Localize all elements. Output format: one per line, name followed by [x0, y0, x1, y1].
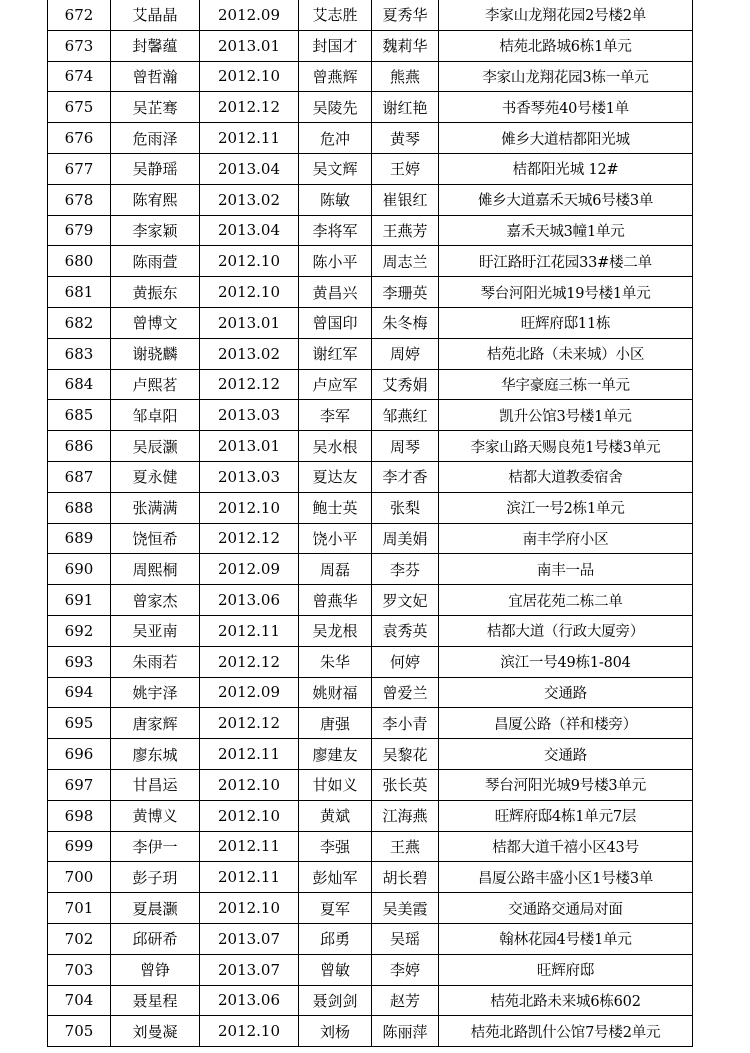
table-row	[48, 923, 693, 954]
father-name-cell: 黄昌兴	[299, 277, 372, 308]
birth-date-cell: 2012.10	[200, 769, 299, 800]
mother-name-cell: 王燕芳	[372, 215, 439, 246]
row-number-cell: 696	[48, 739, 111, 770]
table-row	[48, 61, 693, 92]
row-number-cell: 701	[48, 893, 111, 924]
mother-name-cell: 罗文妃	[372, 585, 439, 616]
mother-name-cell: 吴黎花	[372, 739, 439, 770]
table-row	[48, 461, 693, 492]
birth-date-cell: 2012.12	[200, 646, 299, 677]
address-cell: 琴台河阳光城19号楼1单元	[439, 277, 693, 308]
child-name-cell: 唐家辉	[111, 708, 200, 739]
address-cell: 盱江路盱江花园33#楼二单	[439, 246, 693, 277]
table-row	[48, 153, 693, 184]
address-cell: 桔都大道教委宿舍	[439, 461, 693, 492]
table-row	[48, 523, 693, 554]
mother-name-cell: 夏秀华	[372, 0, 439, 30]
mother-name-cell: 周婷	[372, 338, 439, 369]
mother-name-cell: 何婷	[372, 646, 439, 677]
table-row	[48, 800, 693, 831]
birth-date-cell: 2013.06	[200, 985, 299, 1016]
row-number-cell: 679	[48, 215, 111, 246]
birth-date-cell: 2012.11	[200, 739, 299, 770]
birth-date-cell: 2012.11	[200, 123, 299, 154]
mother-name-cell: 赵芳	[372, 985, 439, 1016]
table-row	[48, 677, 693, 708]
child-name-cell: 陈雨萱	[111, 246, 200, 277]
birth-date-cell: 2012.10	[200, 246, 299, 277]
address-cell: 桔苑北路（未来城）小区	[439, 338, 693, 369]
birth-date-cell: 2013.03	[200, 400, 299, 431]
birth-date-cell: 2013.02	[200, 338, 299, 369]
row-number-cell: 703	[48, 954, 111, 985]
father-name-cell: 吴水根	[299, 431, 372, 462]
address-cell: 旺辉府邸4栋1单元7层	[439, 800, 693, 831]
mother-name-cell: 李才香	[372, 461, 439, 492]
child-name-cell: 曾哲瀚	[111, 61, 200, 92]
father-name-cell: 陈敏	[299, 184, 372, 215]
table-row	[48, 400, 693, 431]
address-cell: 凯升公馆3号楼1单元	[439, 400, 693, 431]
mother-name-cell: 吴瑶	[372, 923, 439, 954]
child-name-cell: 甘昌运	[111, 769, 200, 800]
table-row	[48, 646, 693, 677]
father-name-cell: 姚财福	[299, 677, 372, 708]
father-name-cell: 夏达友	[299, 461, 372, 492]
roster-body	[48, 0, 693, 1047]
mother-name-cell: 张梨	[372, 492, 439, 523]
child-name-cell: 吴芷骞	[111, 92, 200, 123]
table-row	[48, 369, 693, 400]
mother-name-cell: 李芬	[372, 554, 439, 585]
table-row	[48, 862, 693, 893]
row-number-cell: 684	[48, 369, 111, 400]
mother-name-cell: 胡长碧	[372, 862, 439, 893]
father-name-cell: 邱勇	[299, 923, 372, 954]
row-number-cell: 698	[48, 800, 111, 831]
table-row	[48, 277, 693, 308]
mother-name-cell: 艾秀娟	[372, 369, 439, 400]
table-row	[48, 985, 693, 1016]
row-number-cell: 699	[48, 831, 111, 862]
table-row	[48, 769, 693, 800]
father-name-cell: 聂剑剑	[299, 985, 372, 1016]
child-name-cell: 李伊一	[111, 831, 200, 862]
student-roster-table	[47, 0, 693, 1047]
address-cell: 嘉禾天城3幢1单元	[439, 215, 693, 246]
row-number-cell: 681	[48, 277, 111, 308]
row-number-cell: 675	[48, 92, 111, 123]
child-name-cell: 廖东城	[111, 739, 200, 770]
child-name-cell: 邱研希	[111, 923, 200, 954]
child-name-cell: 夏永健	[111, 461, 200, 492]
row-number-cell: 693	[48, 646, 111, 677]
address-cell: 李家山路天赐良苑1号楼3单元	[439, 431, 693, 462]
table-row	[48, 831, 693, 862]
row-number-cell: 702	[48, 923, 111, 954]
birth-date-cell: 2013.06	[200, 585, 299, 616]
father-name-cell: 刘杨	[299, 1016, 372, 1047]
address-cell: 南丰一品	[439, 554, 693, 585]
address-cell: 滨江一号49栋1-804	[439, 646, 693, 677]
child-name-cell: 艾晶晶	[111, 0, 200, 30]
table-row	[48, 492, 693, 523]
birth-date-cell: 2012.10	[200, 800, 299, 831]
mother-name-cell: 黄琴	[372, 123, 439, 154]
address-cell: 琴台河阳光城9号楼3单元	[439, 769, 693, 800]
address-cell: 交通路交通局对面	[439, 893, 693, 924]
row-number-cell: 688	[48, 492, 111, 523]
father-name-cell: 卢应军	[299, 369, 372, 400]
row-number-cell: 682	[48, 307, 111, 338]
birth-date-cell: 2012.10	[200, 1016, 299, 1047]
birth-date-cell: 2013.01	[200, 431, 299, 462]
father-name-cell: 廖建友	[299, 739, 372, 770]
row-number-cell: 697	[48, 769, 111, 800]
mother-name-cell: 陈丽萍	[372, 1016, 439, 1047]
birth-date-cell: 2013.04	[200, 215, 299, 246]
mother-name-cell: 李小青	[372, 708, 439, 739]
birth-date-cell: 2012.12	[200, 708, 299, 739]
father-name-cell: 吴陵先	[299, 92, 372, 123]
mother-name-cell: 朱冬梅	[372, 307, 439, 338]
row-number-cell: 680	[48, 246, 111, 277]
child-name-cell: 聂星程	[111, 985, 200, 1016]
birth-date-cell: 2013.03	[200, 461, 299, 492]
father-name-cell: 鲍士英	[299, 492, 372, 523]
row-number-cell: 690	[48, 554, 111, 585]
father-name-cell: 曾燕华	[299, 585, 372, 616]
father-name-cell: 吴龙根	[299, 615, 372, 646]
father-name-cell: 甘如义	[299, 769, 372, 800]
row-number-cell: 686	[48, 431, 111, 462]
row-number-cell: 695	[48, 708, 111, 739]
father-name-cell: 谢红军	[299, 338, 372, 369]
child-name-cell: 姚宇泽	[111, 677, 200, 708]
mother-name-cell: 崔银红	[372, 184, 439, 215]
father-name-cell: 李军	[299, 400, 372, 431]
table-row	[48, 431, 693, 462]
address-cell: 昌厦公路丰盛小区1号楼3单	[439, 862, 693, 893]
birth-date-cell: 2012.11	[200, 831, 299, 862]
mother-name-cell: 王婷	[372, 153, 439, 184]
table-row	[48, 246, 693, 277]
table-row	[48, 123, 693, 154]
mother-name-cell: 谢红艳	[372, 92, 439, 123]
child-name-cell: 张满满	[111, 492, 200, 523]
address-cell: 桔都阳光城 12#	[439, 153, 693, 184]
birth-date-cell: 2012.10	[200, 492, 299, 523]
address-cell: 南丰学府小区	[439, 523, 693, 554]
birth-date-cell: 2012.12	[200, 369, 299, 400]
address-cell: 桔苑北路城6栋1单元	[439, 30, 693, 61]
child-name-cell: 吴静瑶	[111, 153, 200, 184]
address-cell: 翰林花园4号楼1单元	[439, 923, 693, 954]
row-number-cell: 689	[48, 523, 111, 554]
father-name-cell: 艾志胜	[299, 0, 372, 30]
birth-date-cell: 2013.07	[200, 954, 299, 985]
birth-date-cell: 2012.10	[200, 893, 299, 924]
child-name-cell: 曾家杰	[111, 585, 200, 616]
child-name-cell: 刘曼凝	[111, 1016, 200, 1047]
mother-name-cell: 魏莉华	[372, 30, 439, 61]
address-cell: 桔苑北路未来城6栋602	[439, 985, 693, 1016]
mother-name-cell: 邹燕红	[372, 400, 439, 431]
row-number-cell: 677	[48, 153, 111, 184]
address-cell: 桔苑北路凯什公馆7号楼2单元	[439, 1016, 693, 1047]
father-name-cell: 陈小平	[299, 246, 372, 277]
mother-name-cell: 曾爱兰	[372, 677, 439, 708]
child-name-cell: 危雨泽	[111, 123, 200, 154]
table-row	[48, 585, 693, 616]
row-number-cell: 685	[48, 400, 111, 431]
father-name-cell: 黄斌	[299, 800, 372, 831]
row-number-cell: 676	[48, 123, 111, 154]
table-row	[48, 338, 693, 369]
child-name-cell: 李家颖	[111, 215, 200, 246]
child-name-cell: 封馨蕴	[111, 30, 200, 61]
row-number-cell: 687	[48, 461, 111, 492]
table-row	[48, 554, 693, 585]
address-cell: 李家山龙翔花园3栋一单元	[439, 61, 693, 92]
child-name-cell: 夏晨灏	[111, 893, 200, 924]
father-name-cell: 曾敏	[299, 954, 372, 985]
father-name-cell: 曾燕辉	[299, 61, 372, 92]
father-name-cell: 周磊	[299, 554, 372, 585]
father-name-cell: 彭灿军	[299, 862, 372, 893]
child-name-cell: 陈宥熙	[111, 184, 200, 215]
child-name-cell: 曾博文	[111, 307, 200, 338]
birth-date-cell: 2013.02	[200, 184, 299, 215]
row-number-cell: 692	[48, 615, 111, 646]
birth-date-cell: 2012.12	[200, 523, 299, 554]
mother-name-cell: 袁秀英	[372, 615, 439, 646]
child-name-cell: 吴辰灏	[111, 431, 200, 462]
mother-name-cell: 熊燕	[372, 61, 439, 92]
father-name-cell: 李将军	[299, 215, 372, 246]
table-row	[48, 1016, 693, 1047]
mother-name-cell: 王燕	[372, 831, 439, 862]
mother-name-cell: 李珊英	[372, 277, 439, 308]
birth-date-cell: 2012.11	[200, 862, 299, 893]
table-row	[48, 30, 693, 61]
row-number-cell: 683	[48, 338, 111, 369]
father-name-cell: 吴文辉	[299, 153, 372, 184]
father-name-cell: 朱华	[299, 646, 372, 677]
father-name-cell: 夏军	[299, 893, 372, 924]
birth-date-cell: 2012.09	[200, 677, 299, 708]
mother-name-cell: 周琴	[372, 431, 439, 462]
address-cell: 傩乡大道桔都阳光城	[439, 123, 693, 154]
address-cell: 宜居花苑二栋二单	[439, 585, 693, 616]
table-row	[48, 215, 693, 246]
address-cell: 旺辉府邸11栋	[439, 307, 693, 338]
father-name-cell: 饶小平	[299, 523, 372, 554]
birth-date-cell: 2012.11	[200, 615, 299, 646]
address-cell: 傩乡大道嘉禾天城6号楼3单	[439, 184, 693, 215]
mother-name-cell: 张长英	[372, 769, 439, 800]
row-number-cell: 700	[48, 862, 111, 893]
mother-name-cell: 周美娟	[372, 523, 439, 554]
father-name-cell: 曾国印	[299, 307, 372, 338]
row-number-cell: 705	[48, 1016, 111, 1047]
mother-name-cell: 吴美霞	[372, 893, 439, 924]
child-name-cell: 饶恒希	[111, 523, 200, 554]
birth-date-cell: 2013.01	[200, 30, 299, 61]
table-row	[48, 92, 693, 123]
birth-date-cell: 2012.10	[200, 61, 299, 92]
birth-date-cell: 2012.12	[200, 92, 299, 123]
child-name-cell: 朱雨若	[111, 646, 200, 677]
mother-name-cell: 江海燕	[372, 800, 439, 831]
row-number-cell: 704	[48, 985, 111, 1016]
row-number-cell: 672	[48, 0, 111, 30]
row-number-cell: 694	[48, 677, 111, 708]
address-cell: 交通路	[439, 739, 693, 770]
address-cell: 桔都大道千禧小区43号	[439, 831, 693, 862]
address-cell: 李家山龙翔花园2号楼2单	[439, 0, 693, 30]
address-cell: 书香琴苑40号楼1单	[439, 92, 693, 123]
address-cell: 华宇豪庭三栋一单元	[439, 369, 693, 400]
child-name-cell: 邹卓阳	[111, 400, 200, 431]
table-row	[48, 0, 693, 30]
row-number-cell: 673	[48, 30, 111, 61]
table-row	[48, 954, 693, 985]
row-number-cell: 691	[48, 585, 111, 616]
roster-sheet	[47, 0, 692, 1047]
father-name-cell: 唐强	[299, 708, 372, 739]
child-name-cell: 吴亚南	[111, 615, 200, 646]
father-name-cell: 危冲	[299, 123, 372, 154]
table-row	[48, 184, 693, 215]
child-name-cell: 黄博义	[111, 800, 200, 831]
mother-name-cell: 李婷	[372, 954, 439, 985]
address-cell: 昌厦公路（祥和楼旁）	[439, 708, 693, 739]
table-row	[48, 708, 693, 739]
birth-date-cell: 2013.04	[200, 153, 299, 184]
child-name-cell: 周熙桐	[111, 554, 200, 585]
address-cell: 桔都大道（行政大厦旁）	[439, 615, 693, 646]
father-name-cell: 封国才	[299, 30, 372, 61]
mother-name-cell: 周志兰	[372, 246, 439, 277]
child-name-cell: 曾铮	[111, 954, 200, 985]
table-row	[48, 615, 693, 646]
child-name-cell: 谢骁麟	[111, 338, 200, 369]
birth-date-cell: 2012.09	[200, 0, 299, 30]
birth-date-cell: 2013.07	[200, 923, 299, 954]
birth-date-cell: 2012.10	[200, 277, 299, 308]
father-name-cell: 李强	[299, 831, 372, 862]
birth-date-cell: 2012.09	[200, 554, 299, 585]
table-row	[48, 893, 693, 924]
child-name-cell: 彭子玥	[111, 862, 200, 893]
table-row	[48, 739, 693, 770]
address-cell: 滨江一号2栋1单元	[439, 492, 693, 523]
row-number-cell: 678	[48, 184, 111, 215]
address-cell: 旺辉府邸	[439, 954, 693, 985]
row-number-cell: 674	[48, 61, 111, 92]
table-row	[48, 307, 693, 338]
birth-date-cell: 2013.01	[200, 307, 299, 338]
child-name-cell: 卢熙茗	[111, 369, 200, 400]
address-cell: 交通路	[439, 677, 693, 708]
child-name-cell: 黄振东	[111, 277, 200, 308]
